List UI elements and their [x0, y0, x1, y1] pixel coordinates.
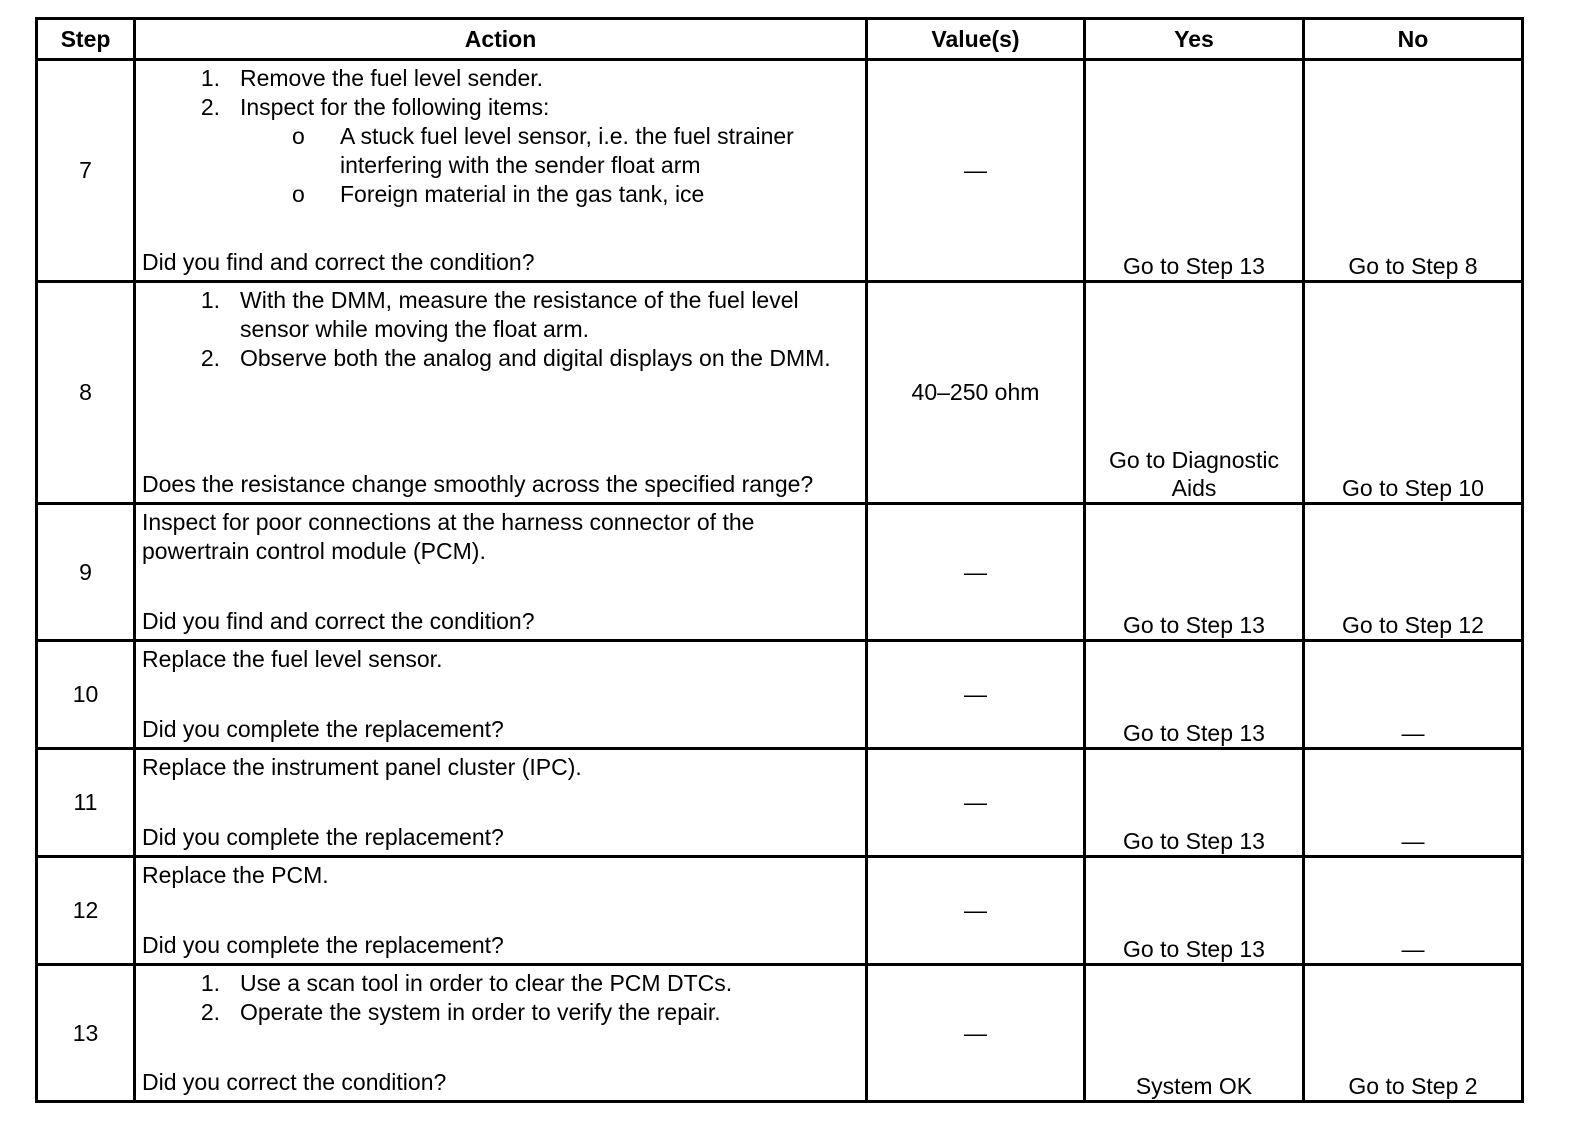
action-question: Did you correct the condition?	[142, 1069, 447, 1095]
action-cell	[135, 857, 867, 965]
action-question: Does the resistance change smoothly across the specified range?	[142, 471, 814, 497]
step-number: 9	[37, 504, 135, 641]
action-cell	[135, 504, 867, 641]
step-number: 10	[37, 641, 135, 749]
action-question: Did you complete the replacement?	[142, 824, 504, 850]
diagnostic-table	[35, 17, 1524, 1103]
step-number: 13	[37, 965, 135, 1102]
step-number: 12	[37, 857, 135, 965]
action-text: Inspect for poor connections at the harness connector of the powertrain control module (PCM).	[142, 509, 755, 564]
inspect-item: o Foreign material in the gas tank, ice	[292, 181, 705, 207]
value-cell: —	[867, 965, 1085, 1102]
value-cell: —	[867, 749, 1085, 857]
header-action: Action	[135, 19, 867, 60]
header-no: No	[1304, 19, 1523, 60]
table-row-step-10	[37, 641, 1523, 749]
table-row-step-9	[37, 504, 1523, 641]
action-cell	[135, 60, 867, 282]
yes-cell: Go to Step 13	[1085, 749, 1304, 857]
table-row-step-7	[37, 60, 1523, 282]
action-question: Did you complete the replacement?	[142, 932, 504, 958]
step-number: 11	[37, 749, 135, 857]
step-number: 7	[37, 60, 135, 282]
action-step-item: 2. Operate the system in order to verify the repair.	[200, 999, 721, 1025]
header-yes: Yes	[1085, 19, 1304, 60]
yes-cell: System OK	[1085, 965, 1304, 1102]
step-number: 8	[37, 282, 135, 504]
action-cell	[135, 282, 867, 504]
action-steps	[142, 64, 859, 209]
header-values: Value(s)	[867, 19, 1085, 60]
action-text: Replace the instrument panel cluster (IPC).	[142, 754, 582, 780]
action-steps	[142, 286, 859, 373]
action-question: Did you complete the replacement?	[142, 716, 504, 742]
action-cell	[135, 641, 867, 749]
table-row-step-13	[37, 965, 1523, 1102]
no-cell: —	[1304, 749, 1523, 857]
value-cell: —	[867, 60, 1085, 282]
no-cell: —	[1304, 857, 1523, 965]
action-steps	[142, 969, 859, 1027]
action-step-item: 1. With the DMM, measure the resistance of the fuel level sensor while moving the float arm.	[200, 287, 799, 342]
action-step-item: 2. Inspect for the following items: o A stuck fuel level sensor, i.e. the fuel strainer interfering with the sender float arm o Foreign material in the gas tank, ice	[142, 93, 859, 209]
action-step-item: 1. Use a scan tool in order to clear the PCM DTCs.	[200, 970, 733, 996]
table-row-step-12	[37, 857, 1523, 965]
action-text: Replace the fuel level sensor.	[142, 646, 443, 672]
yes-cell: Go to Step 13	[1085, 504, 1304, 641]
no-cell: Go to Step 8	[1304, 60, 1523, 282]
inspect-items	[240, 122, 859, 209]
header-row	[37, 19, 1523, 60]
action-step-item: 2. Observe both the analog and digital displays on the DMM.	[200, 345, 831, 371]
no-cell: Go to Step 2	[1304, 965, 1523, 1102]
no-cell: Go to Step 12	[1304, 504, 1523, 641]
yes-cell: Go to Diagnostic Aids	[1085, 282, 1304, 504]
action-step-item: 1. Remove the fuel level sender.	[200, 65, 544, 91]
table-row-step-8	[37, 282, 1523, 504]
no-cell: —	[1304, 641, 1523, 749]
table-row-step-11	[37, 749, 1523, 857]
header-step: Step	[37, 19, 135, 60]
action-text: Replace the PCM.	[142, 862, 329, 888]
value-cell: —	[867, 641, 1085, 749]
inspect-item: o A stuck fuel level sensor, i.e. the fuel strainer interfering with the sender float arm	[292, 123, 794, 178]
no-cell: Go to Step 10	[1304, 282, 1523, 504]
value-cell: —	[867, 504, 1085, 641]
yes-cell: Go to Step 13	[1085, 641, 1304, 749]
action-cell	[135, 965, 867, 1102]
value-cell: —	[867, 857, 1085, 965]
action-cell	[135, 749, 867, 857]
yes-cell: Go to Step 13	[1085, 857, 1304, 965]
yes-cell: Go to Step 13	[1085, 60, 1304, 282]
action-question: Did you find and correct the condition?	[142, 249, 535, 275]
action-question: Did you find and correct the condition?	[142, 608, 535, 634]
value-cell: 40–250 ohm	[867, 282, 1085, 504]
